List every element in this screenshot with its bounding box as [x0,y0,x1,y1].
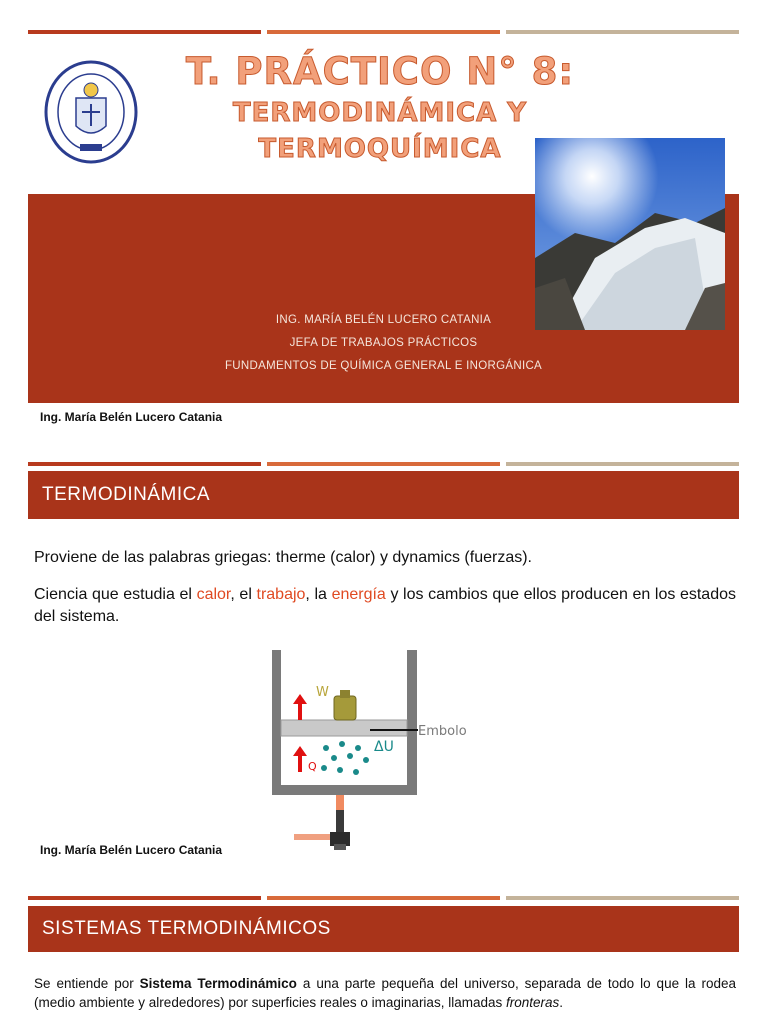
section-header-termodinamica: TERMODINÁMICA [28,471,739,519]
stripe-red-3 [28,896,261,900]
stripe-red [28,462,261,466]
stripe-orange-3 [267,896,500,900]
section-header-sistemas: SISTEMAS TERMODINÁMICOS [28,906,739,952]
heat-arrow-icon [293,746,307,772]
slide-title: T. PRÁCTICO N° 8: [185,50,575,93]
text-run: , la [305,586,332,603]
top-stripe-orange [267,30,500,34]
text-run: . [559,995,564,1010]
text-run: Se entiende por [34,976,140,991]
text-run: , el [230,586,257,603]
stripe-tan [506,462,739,466]
piston-plate [281,720,407,736]
work-arrow-icon [293,694,307,720]
highlight-energia: energía [331,586,386,603]
highlight-trabajo: trabajo [256,586,306,603]
paragraph-sistema [34,974,736,1012]
bold-term: Sistema Termodinámico [139,976,297,991]
label-w: W [316,685,329,700]
italic-term: fronteras [505,995,560,1010]
gas-molecules [321,741,369,775]
top-stripe-tan [506,30,739,34]
slide-subtitle-2: TERMOQUÍMICA [258,134,502,164]
label-q: Q [308,760,317,773]
slide-subtitle-1: TERMODINÁMICA Y [232,98,528,128]
highlight-calor: calor [196,586,231,603]
slide2-footer: Ing. María Belén Lucero Catania [40,843,223,857]
text-run: Ciencia que estudia el [34,586,197,603]
university-seal-logo [44,60,138,164]
piston-cylinder-diagram [272,648,472,858]
author-name: ING. MARÍA BELÉN LUCERO CATANIA [275,314,492,326]
author-role: JEFA DE TRABAJOS PRÁCTICOS [289,337,478,349]
stripe-orange [267,462,500,466]
label-delta-u: ΔU [374,739,394,755]
text-run: y los cambios que ellos producen en los estados del sistema. [34,586,736,625]
paragraph-origin: Proviene de las palabras griegas: therme (calor) y dynamics (fuerzas). [34,549,532,566]
author-course: FUNDAMENTOS DE QUÍMICA GENERAL E INORGÁNICA [224,360,543,372]
paragraph-definition [34,584,736,628]
waterfall-photo [535,138,725,330]
label-embolo: Embolo [418,724,467,739]
text-run: a una parte pequeña del universo, separada de todo lo que la rodea (medio ambiente y alrededores) por superficies reales o imaginarias, llamadas [34,976,737,1010]
top-stripe-red [28,30,261,34]
slide1-footer: Ing. María Belén Lucero Catania [40,410,223,424]
stripe-tan-3 [506,896,739,900]
